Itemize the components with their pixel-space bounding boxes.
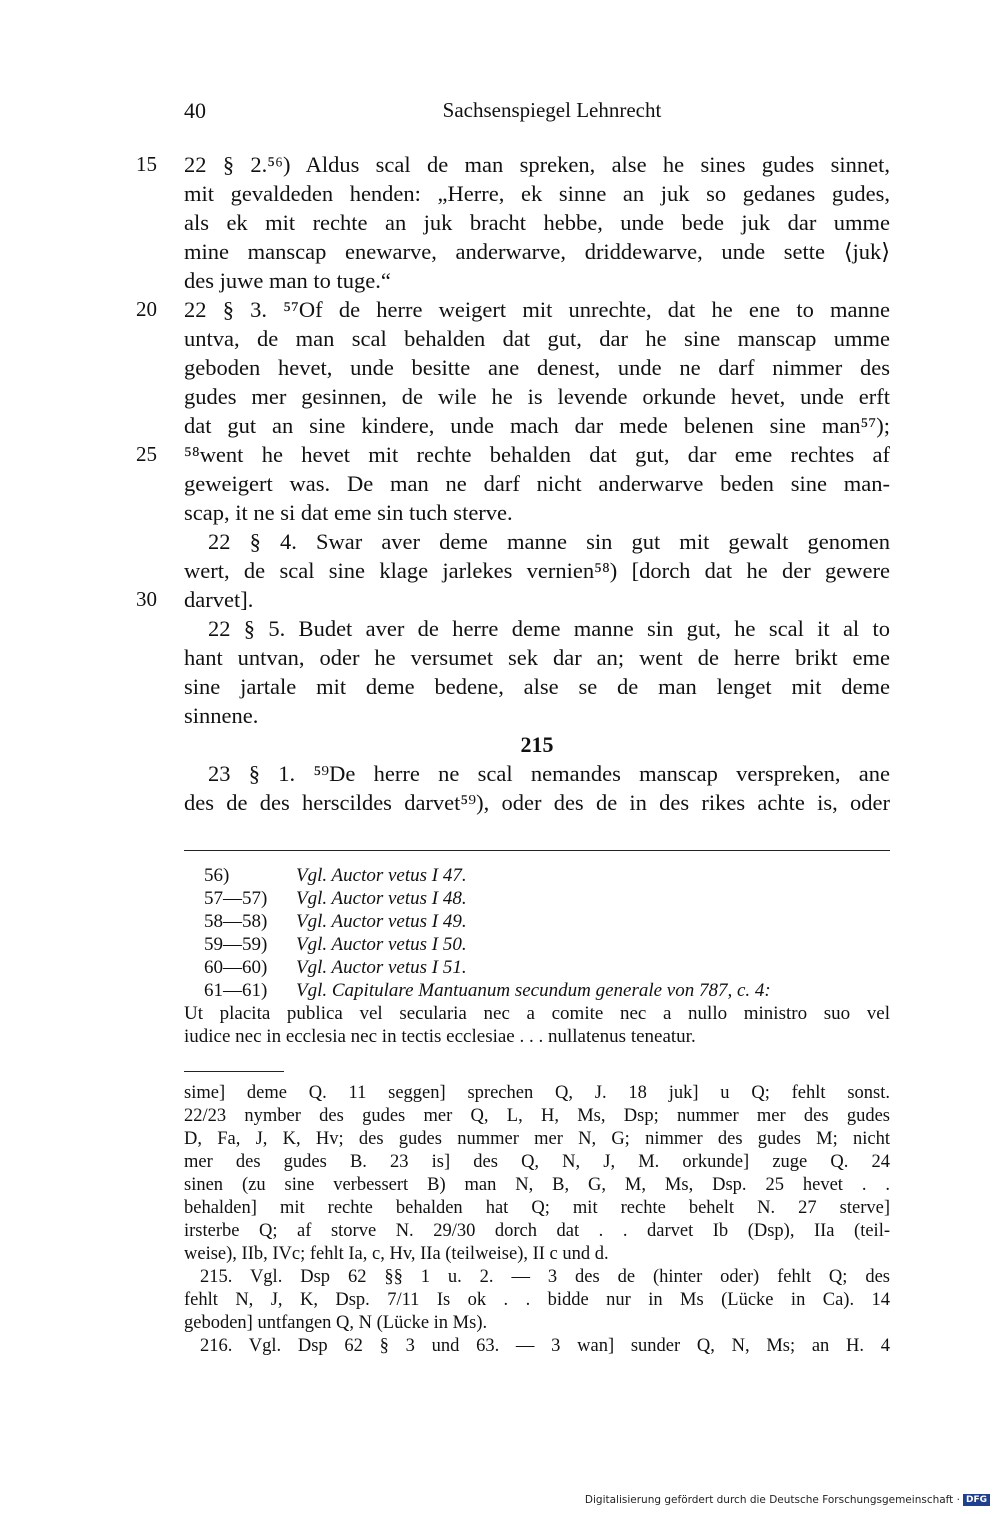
text-line: sine jartale mit deme bedene, alse se de man lenget mit deme: [184, 674, 890, 699]
apparatus-line: 22/23 nymber des gudes mer Q, L, H, Ms, Dsp; nummer mer des gudes: [184, 1106, 890, 1126]
main-text: [136, 150, 890, 817]
line-number: 30: [136, 587, 157, 611]
digitization-credit: [585, 1494, 990, 1506]
dfg-logo: DFG: [963, 1494, 990, 1506]
text-line: gudes mer gesinnen, de wile he is levende orkunde hevet, unde erft: [184, 384, 890, 409]
text-line: mine manscap enewarve, anderwarve, driddewarve, unde sette ⟨juk⟩: [184, 239, 890, 264]
text-line: hant untvan, oder he versumet sek dar an; went de herre brikt eme: [184, 645, 890, 670]
text-line: 23 § 1. ⁵⁹De herre ne scal nemandes manscap verspreken, ane: [208, 761, 890, 786]
line-number: 25: [136, 442, 157, 466]
footnotes: [184, 864, 890, 1048]
text-line: als ek mit rechte an juk bracht hebbe, unde bede juk dar umme: [184, 210, 890, 235]
text-line: geboden hevet, unde besitte ane denest, unde ne darf nimmer des: [184, 355, 890, 380]
apparatus-line: sime] deme Q. 11 seggen] sprechen Q, J. 18 juk] u Q; fehlt sonst.: [184, 1083, 890, 1103]
text-line: mit gevaldeden henden: „Herre, ek sinne an juk so gedanes gudes,: [184, 181, 890, 206]
apparatus-divider: [184, 1071, 284, 1072]
text-line: geweigert was. De man ne darf nicht anderwarve beden sine man-: [184, 471, 890, 496]
apparatus-line: irsterbe Q; af storve N. 29/30 dorch dat . . darvet Ib (Dsp), IIa (teil-: [184, 1221, 890, 1241]
footnote-divider: [184, 850, 890, 851]
running-title: Sachsenspiegel Lehnrecht: [442, 98, 662, 122]
footnote-continuation: iudice nec in ecclesia nec in tectis ecclesiae . . . nullatenus teneatur.: [184, 1026, 696, 1047]
footnote: 61—61) Vgl. Capitulare Mantuanum secundum generale von 787, c. 4:: [204, 980, 771, 1001]
critical-apparatus: [184, 1082, 890, 1358]
text-line: sinnene.: [184, 703, 259, 728]
footnote: 60—60) Vgl. Auctor vetus I 51.: [204, 957, 467, 978]
apparatus-line: sinen (zu sine verbessert B) man N, B, G, M, Ms, Dsp. 25 hevet . .: [184, 1175, 890, 1195]
text-line: wert, de scal sine klage jarlekes vernien⁵⁸) [dorch dat he der gewere: [184, 558, 890, 583]
footnote: 56) Vgl. Auctor vetus I 47.: [204, 865, 467, 886]
credit-text: Digitalisierung gefördert durch die Deutsche Forschungsgemeinschaft ·: [584, 1494, 960, 1506]
text-line: 30 darvet].: [136, 587, 254, 612]
text-line: scap, it ne si dat eme sin tuch sterve.: [184, 500, 513, 525]
page-header: [184, 98, 890, 128]
text-line: des de des herscildes darvet⁵⁹), oder des de in des rikes achte is, oder: [184, 790, 890, 815]
apparatus-line: behalden] mit rechte behalden hat Q; mit rechte behelt N. 27 sterve]: [184, 1198, 890, 1218]
footnote: 57—57) Vgl. Auctor vetus I 48.: [204, 888, 467, 909]
line-number: 15: [136, 152, 157, 176]
footnote: 59—59) Vgl. Auctor vetus I 50.: [204, 934, 467, 955]
footnote-continuation: Ut placita publica vel secularia nec a comite nec a nullo ministro suo vel: [184, 1003, 890, 1024]
apparatus-line: D, Fa, J, K, Hv; des gudes nummer mer N, G; nimmer des gudes M; nicht: [184, 1129, 890, 1149]
line-number: 20: [136, 297, 157, 321]
footnote: 58—58) Vgl. Auctor vetus I 49.: [204, 911, 467, 932]
text-line: untva, de man scal behalden dat gut, dar he sine manscap umme: [184, 326, 890, 351]
text-line: 22 § 5. Budet aver de herre deme manne sin gut, he scal it al to: [208, 616, 890, 641]
apparatus-line: 215. Vgl. Dsp 62 §§ 1 u. 2. — 3 des de (hinter oder) fehlt Q; des: [200, 1267, 890, 1287]
text-line: 22 § 4. Swar aver deme manne sin gut mit gewalt genomen: [208, 529, 890, 554]
page-number: 40: [184, 98, 206, 123]
text-line: 20 22 § 3. ⁵⁷Of de herre weigert mit unrechte, dat he ene to manne: [136, 297, 890, 322]
text-line: 25 ⁵⁸went he hevet mit rechte behalden dat gut, dar eme rechtes af: [136, 442, 890, 467]
apparatus-line: mer des gudes B. 23 is] des Q, N, J, M. orkunde] zuge Q. 24: [184, 1152, 890, 1172]
apparatus-line: fehlt N, J, K, Dsp. 7/11 Is ok . . bidde nur in Ms (Lücke in Ca). 14: [184, 1290, 890, 1310]
apparatus-line: geboden] untfangen Q, N (Lücke in Ms).: [184, 1313, 488, 1333]
text-line: des juwe man to tuge.“: [184, 268, 391, 293]
apparatus-line: weise), IIb, IVc; fehlt Ia, c, Hv, IIa (teilweise), II c und d.: [184, 1244, 609, 1264]
text-line: dat gut an sine kindere, unde mach dar mede belenen sine man⁵⁷);: [184, 413, 890, 438]
text-line: 15 22 § 2.⁵⁶) Aldus scal de man spreken, alse he sines gudes sinnet,: [136, 152, 890, 177]
section-number: 215: [520, 732, 554, 757]
apparatus-line: 216. Vgl. Dsp 62 § 3 und 63. — 3 wan] sunder Q, N, Ms; an H. 4: [200, 1336, 890, 1356]
